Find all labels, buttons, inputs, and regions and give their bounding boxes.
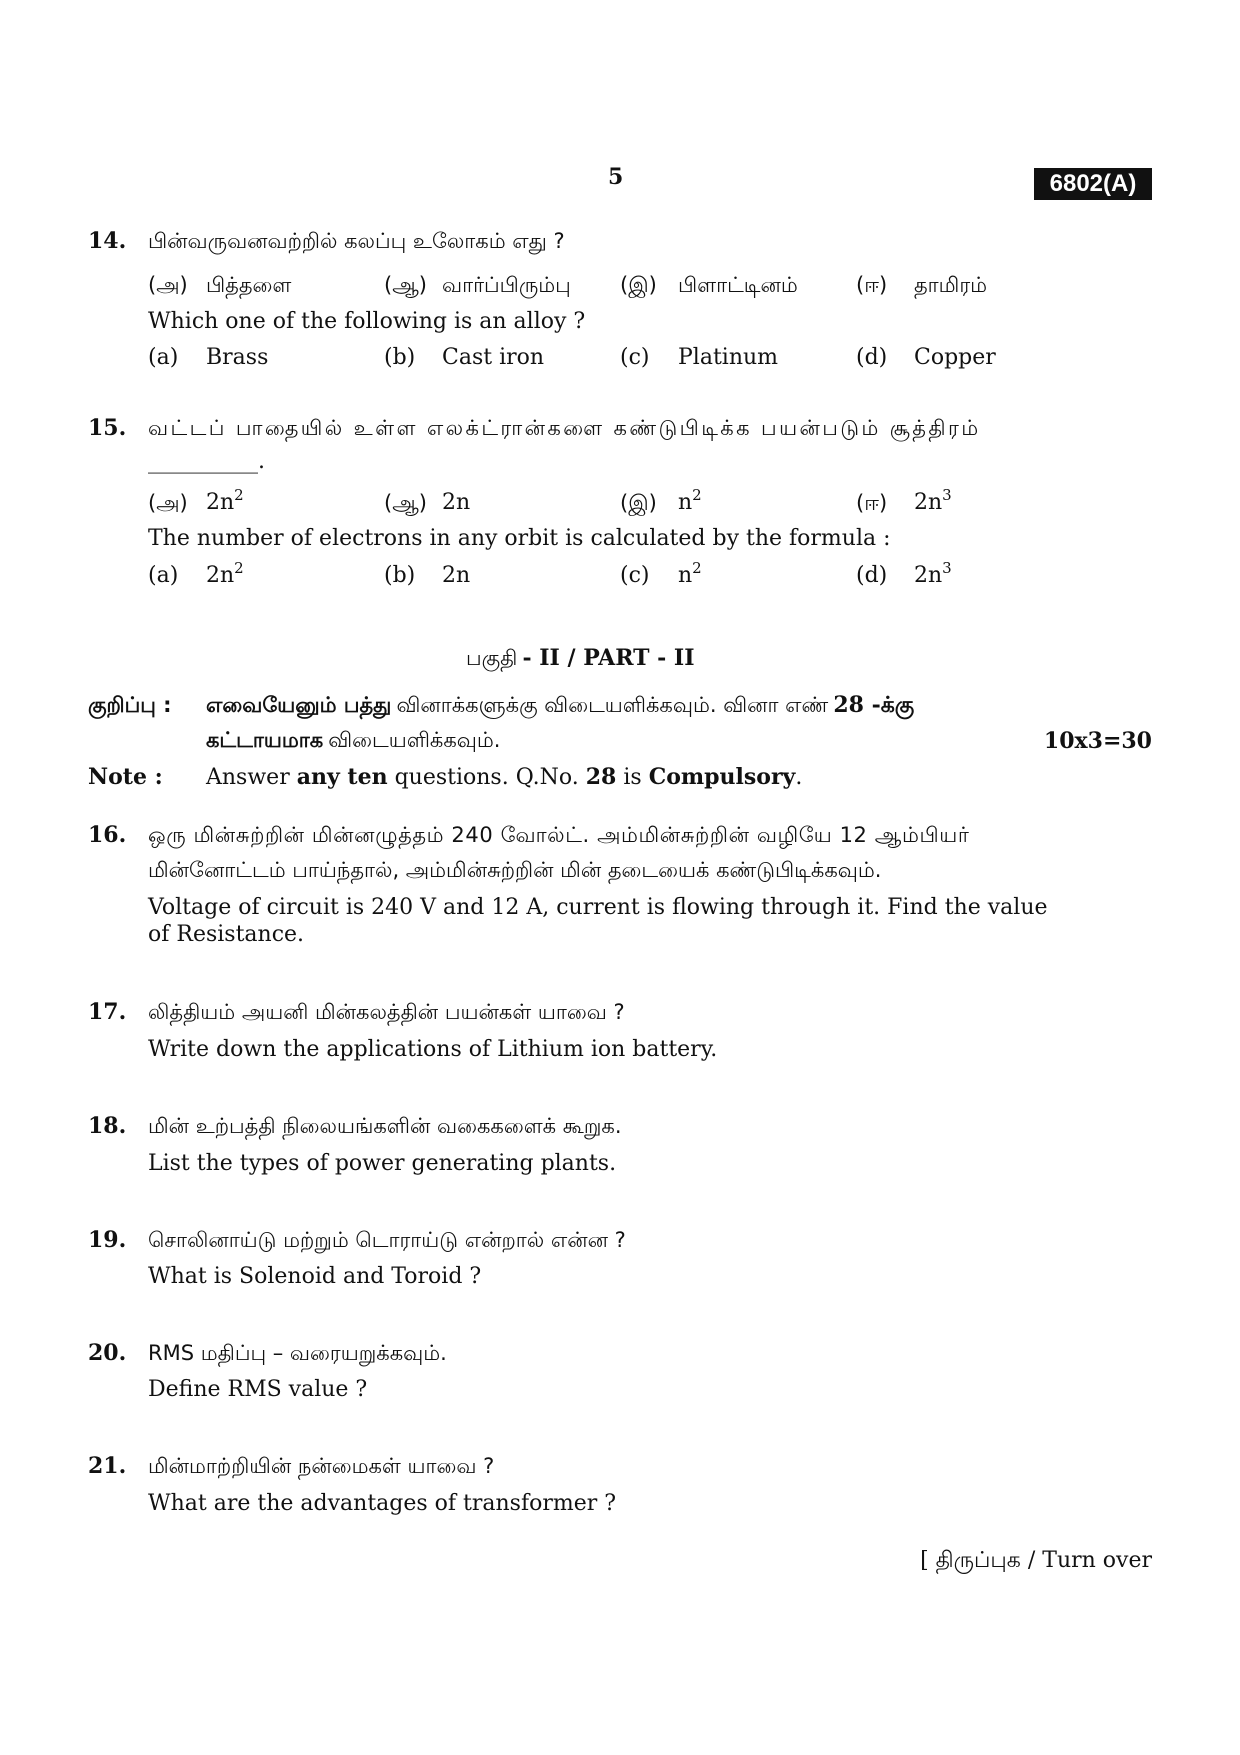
note-emphasis: any ten <box>296 764 388 790</box>
note-emphasis: 28 -க்கு <box>833 692 915 718</box>
option-formula: $n^2$ <box>678 559 702 588</box>
question-number: 18. <box>88 1113 127 1139</box>
question-text-english: What are the advantages of transformer ? <box>148 1491 617 1516</box>
note-text: வினாக்களுக்கு விடையளிக்கவும். வினா எண் <box>396 693 829 717</box>
option-label: (ஈ) <box>856 491 888 515</box>
answer-blank: __________. <box>148 449 265 474</box>
options-row-tamil <box>148 270 1048 300</box>
question-text-english: Which one of the following is an alloy ? <box>148 309 586 334</box>
note-text: questions. Q.No. <box>394 765 579 790</box>
note-label-english: Note : <box>88 764 163 790</box>
option-text: தாமிரம் <box>914 273 988 297</box>
question-text-tamil: ஒரு மின்சுற்றின் மின்னழுத்தம் 240 வோல்ட். அம்மின்சுற்றின் வழியே 12 ஆம்பியர் <box>148 823 970 847</box>
question-text-english: List the types of power generating plants. <box>148 1151 617 1176</box>
part-heading <box>466 643 695 675</box>
question-text-tamil: லித்தியம் அயனி மின்கலத்தின் பயன்கள் யாவை ? <box>148 1000 625 1024</box>
note-line2-tamil <box>206 725 500 757</box>
note-text: Answer <box>206 765 290 790</box>
note-emphasis: கட்டாயமாக <box>206 728 324 752</box>
option-label: (ஈ) <box>856 273 888 297</box>
option-label: (c) <box>620 563 650 588</box>
question-text-english: Define RMS value ? <box>148 1377 368 1402</box>
option-formula: $2n^2$ <box>206 559 244 588</box>
option-text: Platinum <box>678 345 779 370</box>
option-text: பித்தளை <box>206 273 292 297</box>
page-number: 5 <box>608 164 624 190</box>
option-formula: $n^2$ <box>678 486 702 515</box>
question-text-tamil: மின் உற்பத்தி நிலையங்களின் வகைகளைக் கூறுக. <box>148 1114 622 1138</box>
question-text-tamil: RMS மதிப்பு – வரையறுக்கவும். <box>148 1341 447 1365</box>
question-text-english: The number of electrons in any orbit is calculated by the formula : <box>148 526 891 551</box>
option-text: Cast iron <box>442 345 545 370</box>
question-text-tamil: மின்னோட்டம் பாய்ந்தால், அம்மின்சுற்றின் மின் தடையைக் கண்டுபிடிக்கவும். <box>148 858 882 882</box>
options-row-english <box>148 343 1048 373</box>
note-emphasis: எவையேனும் பத்து <box>206 693 392 717</box>
question-text-tamil: மின்மாற்றியின் நன்மைகள் யாவை ? <box>148 1454 495 1478</box>
option-formula: 2n <box>442 563 471 588</box>
question-text-tamil: பின்வருவனவற்றில் கலப்பு உலோகம் எது ? <box>148 229 565 253</box>
question-text-tamil: வட்டப் பாதையில் உள்ள எலக்ட்ரான்களை கண்டுபிடிக்க பயன்படும் சூத்திரம் <box>148 416 981 440</box>
option-label: (d) <box>856 345 888 370</box>
note-line1-tamil <box>206 690 914 722</box>
question-number: 20. <box>88 1340 127 1366</box>
question-number: 16. <box>88 822 127 848</box>
note-line-english <box>206 762 802 793</box>
option-label: (அ) <box>148 491 188 515</box>
turn-over-note: [ திருப்புக / Turn over <box>920 1548 1152 1573</box>
paper-code-badge: 6802(A) <box>1034 168 1152 200</box>
options-row-tamil <box>148 488 1048 518</box>
question-text-english: Write down the applications of Lithium ion battery. <box>148 1037 718 1062</box>
note-text: . <box>795 765 803 790</box>
question-text-tamil: சொலினாய்டு மற்றும் டொராய்டு என்றால் என்ன ? <box>148 1228 626 1252</box>
option-label: (ஆ) <box>384 491 427 515</box>
question-number: 14. <box>88 228 127 254</box>
note-text: is <box>623 765 642 790</box>
option-label: (இ) <box>620 273 657 297</box>
note-emphasis: 28 <box>585 764 617 790</box>
option-label: (இ) <box>620 491 657 515</box>
option-label: (b) <box>384 563 416 588</box>
option-text: பிளாட்டினம் <box>678 273 798 297</box>
question-text-english: Voltage of circuit is 240 V and 12 A, current is flowing through it. Find the value <box>148 895 1048 920</box>
option-label: (b) <box>384 345 416 370</box>
option-label: (அ) <box>148 273 188 297</box>
note-text: விடையளிக்கவும். <box>328 728 501 752</box>
question-text-english: of Resistance. <box>148 922 305 947</box>
option-formula: $2n^3$ <box>914 486 952 515</box>
option-label: (c) <box>620 345 650 370</box>
options-row-english <box>148 561 1048 591</box>
marks-allocation: 10x3=30 <box>1043 728 1152 754</box>
option-label: (ஆ) <box>384 273 427 297</box>
option-label: (a) <box>148 563 179 588</box>
question-number: 15. <box>88 415 127 441</box>
question-number: 19. <box>88 1227 127 1253</box>
option-formula: 2n <box>442 490 471 515</box>
question-number: 21. <box>88 1453 127 1479</box>
option-text: Brass <box>206 345 269 370</box>
note-emphasis: Compulsory <box>648 764 796 790</box>
option-formula: $2n^2$ <box>206 486 244 515</box>
option-formula: $2n^3$ <box>914 559 952 588</box>
question-number: 17. <box>88 999 127 1025</box>
note-label-tamil: குறிப்பு : <box>88 693 172 717</box>
option-text: வார்ப்பிரும்பு <box>442 273 571 297</box>
option-text: Copper <box>914 345 996 370</box>
option-label: (d) <box>856 563 888 588</box>
option-label: (a) <box>148 345 179 370</box>
part-heading-tamil: பகுதி <box>466 646 518 670</box>
part-heading-english: - II / PART - II <box>522 645 695 671</box>
question-text-english: What is Solenoid and Toroid ? <box>148 1264 482 1289</box>
